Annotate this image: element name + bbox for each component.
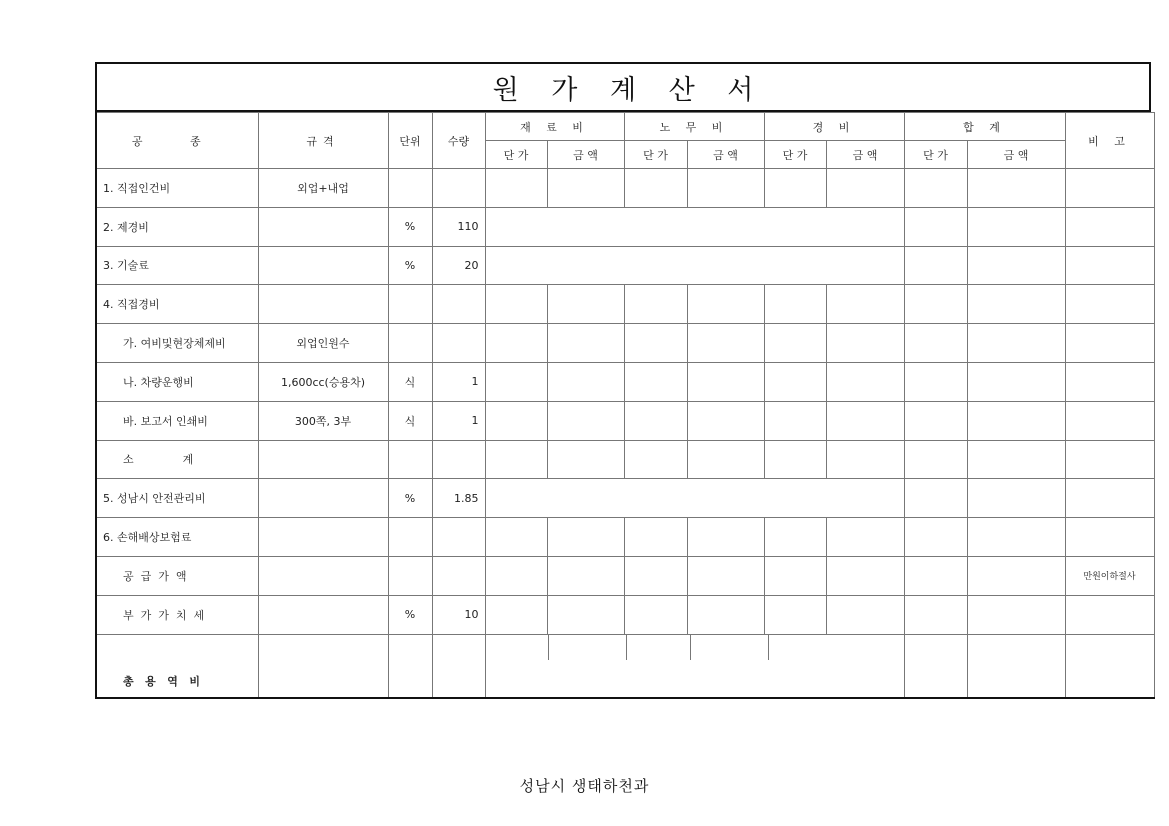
cell	[687, 518, 764, 557]
cell	[904, 246, 967, 285]
cell	[485, 285, 547, 324]
table-header-row	[96, 113, 1154, 141]
subheader-unit-price: 단 가	[624, 141, 687, 169]
cell	[485, 518, 547, 557]
cell	[826, 285, 904, 324]
header-remark: 비 고	[1065, 113, 1154, 169]
cell	[764, 518, 826, 557]
row-unit: %	[388, 595, 432, 634]
row-remark	[1065, 401, 1154, 440]
cell	[547, 518, 624, 557]
row-qty	[432, 169, 485, 208]
cell	[904, 169, 967, 208]
row-name: 나. 차량운행비	[96, 362, 258, 401]
row-unit: 식	[388, 362, 432, 401]
row-spec: 외업인원수	[258, 324, 388, 363]
cell	[547, 324, 624, 363]
row-qty: 1	[432, 362, 485, 401]
cell	[904, 362, 967, 401]
cell	[826, 556, 904, 595]
cell	[764, 556, 826, 595]
row-qty: 1	[432, 401, 485, 440]
table-row	[96, 401, 1154, 440]
cell	[764, 169, 826, 208]
cell	[624, 285, 687, 324]
cell	[967, 362, 1065, 401]
cell	[687, 362, 764, 401]
merged-cost-cell	[485, 634, 904, 698]
row-remark	[1065, 479, 1154, 518]
cell	[764, 362, 826, 401]
cell	[826, 401, 904, 440]
cell	[547, 401, 624, 440]
cell	[826, 595, 904, 634]
cell	[624, 518, 687, 557]
row-name: 1. 직접인건비	[96, 169, 258, 208]
cell	[764, 285, 826, 324]
row-qty: 20	[432, 246, 485, 285]
row-remark	[1065, 595, 1154, 634]
row-unit	[388, 518, 432, 557]
cell	[904, 324, 967, 363]
cell	[485, 556, 547, 595]
row-remark	[1065, 440, 1154, 479]
row-qty	[432, 518, 485, 557]
cell	[624, 556, 687, 595]
table-row	[96, 362, 1154, 401]
subheader-unit-price: 단 가	[485, 141, 547, 169]
cell	[624, 169, 687, 208]
cell	[687, 556, 764, 595]
row-remark	[1065, 207, 1154, 246]
title-box	[95, 62, 1151, 112]
row-remark	[1065, 285, 1154, 324]
row-name: 4. 직접경비	[96, 285, 258, 324]
cell	[904, 634, 967, 698]
row-unit	[388, 440, 432, 479]
cell	[904, 556, 967, 595]
row-qty	[432, 634, 485, 698]
cell	[624, 440, 687, 479]
table-row	[96, 324, 1154, 363]
row-unit: %	[388, 246, 432, 285]
cell	[904, 401, 967, 440]
row-unit	[388, 634, 432, 698]
subheader-unit-price: 단 가	[904, 141, 967, 169]
cell	[967, 401, 1065, 440]
row-spec: 300쪽, 3부	[258, 401, 388, 440]
row-qty: 10	[432, 595, 485, 634]
cell	[764, 595, 826, 634]
row-remark	[1065, 324, 1154, 363]
merged-cost-cell	[485, 207, 904, 246]
cell	[967, 440, 1065, 479]
row-name: 5. 성남시 안전관리비	[96, 479, 258, 518]
cell	[967, 169, 1065, 208]
row-spec: 1,600cc(승용차)	[258, 362, 388, 401]
row-name: 6. 손해배상보험료	[96, 518, 258, 557]
row-remark	[1065, 169, 1154, 208]
cell	[485, 401, 547, 440]
table-row	[96, 285, 1154, 324]
row-unit	[388, 556, 432, 595]
cell	[826, 324, 904, 363]
table-row-supply	[96, 556, 1154, 595]
row-name: 바. 보고서 인쇄비	[96, 401, 258, 440]
row-spec	[258, 595, 388, 634]
cell	[485, 324, 547, 363]
row-unit	[388, 285, 432, 324]
row-spec	[258, 440, 388, 479]
cell	[904, 440, 967, 479]
table-row-vat	[96, 595, 1154, 634]
cell	[687, 169, 764, 208]
row-name: 공 급 가 액	[96, 556, 258, 595]
cell	[826, 440, 904, 479]
table-row	[96, 479, 1154, 518]
cell	[687, 324, 764, 363]
subheader-amount: 금 액	[967, 141, 1065, 169]
header-unit: 단위	[388, 113, 432, 169]
cell	[904, 285, 967, 324]
row-spec	[258, 479, 388, 518]
row-spec	[258, 246, 388, 285]
row-remark: 만원이하절사	[1065, 556, 1154, 595]
row-name: 소 계	[96, 440, 258, 479]
row-spec	[258, 634, 388, 698]
row-name: 가. 여비및현장체제비	[96, 324, 258, 363]
subheader-amount: 금 액	[826, 141, 904, 169]
header-material: 재 료 비	[485, 113, 624, 141]
cell	[687, 595, 764, 634]
row-name: 총 용 역 비	[96, 634, 258, 698]
subheader-unit-price: 단 가	[764, 141, 826, 169]
row-qty: 1.85	[432, 479, 485, 518]
cell	[967, 207, 1065, 246]
row-name: 2. 제경비	[96, 207, 258, 246]
row-spec: 외업+내업	[258, 169, 388, 208]
merged-cost-cell	[485, 246, 904, 285]
row-spec	[258, 556, 388, 595]
cell	[967, 324, 1065, 363]
cell	[904, 479, 967, 518]
header-labor: 노 무 비	[624, 113, 764, 141]
row-unit	[388, 324, 432, 363]
row-spec	[258, 518, 388, 557]
row-name: 부 가 가 치 세	[96, 595, 258, 634]
cell	[904, 518, 967, 557]
cell	[764, 440, 826, 479]
cell	[624, 595, 687, 634]
row-name: 3. 기술료	[96, 246, 258, 285]
cost-statement-sheet	[95, 62, 1151, 699]
cell	[485, 169, 547, 208]
cell	[624, 401, 687, 440]
cell	[764, 401, 826, 440]
table-row	[96, 207, 1154, 246]
cell	[826, 169, 904, 208]
cell	[547, 595, 624, 634]
row-qty: 110	[432, 207, 485, 246]
row-unit: %	[388, 207, 432, 246]
row-remark	[1065, 634, 1154, 698]
cell	[826, 362, 904, 401]
cell	[967, 479, 1065, 518]
cell	[547, 362, 624, 401]
header-expense: 경 비	[764, 113, 904, 141]
table-row	[96, 518, 1154, 557]
cell	[547, 169, 624, 208]
department-footer: 성남시 생태하천과	[519, 777, 650, 795]
cell	[967, 556, 1065, 595]
header-qty: 수량	[432, 113, 485, 169]
cell	[967, 595, 1065, 634]
cell	[547, 285, 624, 324]
cost-table	[95, 112, 1155, 699]
cell	[967, 634, 1065, 698]
subheader-amount: 금 액	[547, 141, 624, 169]
row-spec	[258, 285, 388, 324]
cell	[967, 285, 1065, 324]
header-item: 공 종	[96, 113, 258, 169]
row-qty	[432, 440, 485, 479]
cell	[547, 440, 624, 479]
row-remark	[1065, 518, 1154, 557]
row-remark	[1065, 362, 1154, 401]
row-spec	[258, 207, 388, 246]
row-qty	[432, 324, 485, 363]
cell	[485, 362, 547, 401]
header-total: 합 계	[904, 113, 1065, 141]
subheader-amount: 금 액	[687, 141, 764, 169]
cell	[904, 595, 967, 634]
cell	[904, 207, 967, 246]
page-title: 원 가 계 산 서	[492, 74, 766, 106]
merged-cost-cell	[485, 479, 904, 518]
row-qty	[432, 285, 485, 324]
table-row	[96, 246, 1154, 285]
row-unit: 식	[388, 401, 432, 440]
cell	[624, 324, 687, 363]
cell	[547, 556, 624, 595]
cell	[967, 246, 1065, 285]
row-qty	[432, 556, 485, 595]
row-unit: %	[388, 479, 432, 518]
table-row-subtotal	[96, 440, 1154, 479]
row-remark	[1065, 246, 1154, 285]
cell	[687, 401, 764, 440]
cell	[967, 518, 1065, 557]
cell	[826, 518, 904, 557]
cell	[687, 285, 764, 324]
table-row-total	[96, 634, 1154, 698]
table-row	[96, 169, 1154, 208]
cell	[687, 440, 764, 479]
cell	[764, 324, 826, 363]
cell	[485, 595, 547, 634]
header-spec: 규격	[258, 113, 388, 169]
cell	[624, 362, 687, 401]
cell	[485, 440, 547, 479]
row-unit	[388, 169, 432, 208]
